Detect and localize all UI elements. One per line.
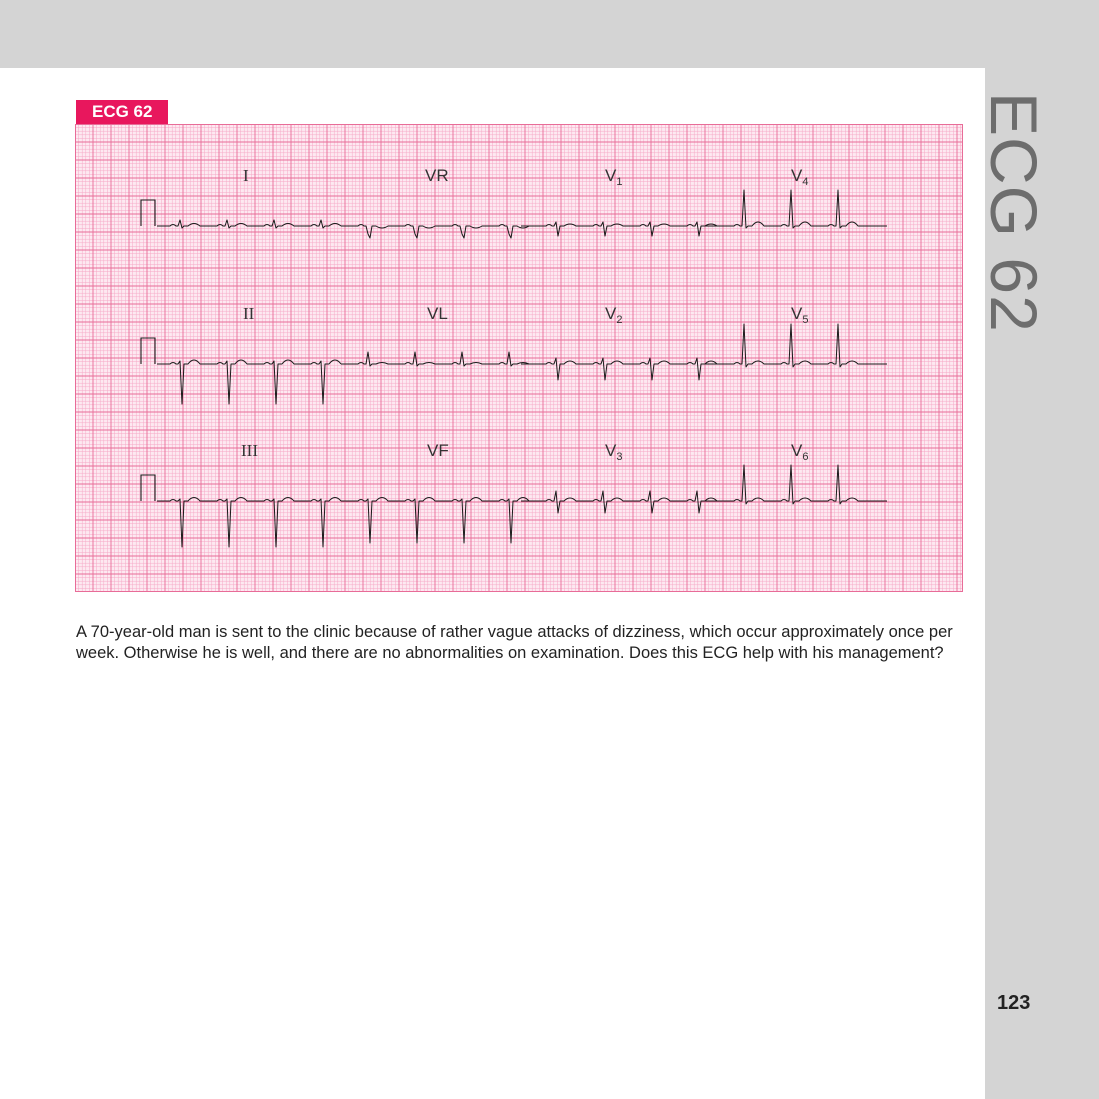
lead-label-v4: $V_4$ [791, 166, 809, 188]
ecg-strip [75, 124, 963, 592]
side-title-text: ECG 62 [977, 92, 1051, 333]
lead-label-vf: VF [427, 441, 449, 460]
lead-label-i: I [243, 166, 249, 185]
lead-label-v1: $V_1$ [605, 166, 623, 188]
question-text: A 70-year-old man is sent to the clinic because of rather vague attacks of dizziness, which occur approximately once per week. Otherwise he is well, and there are no abnormalities on examination. Does this ECG help with his management? [76, 623, 953, 662]
lead-label-v5: $V_5$ [791, 304, 809, 326]
lead-label-v2: $V_2$ [605, 304, 623, 326]
side-title [975, 92, 1055, 332]
ecg-figure [75, 124, 963, 592]
lead-label-v3: $V_3$ [605, 441, 623, 463]
lead-label-vr: VR [425, 166, 449, 185]
top-band [0, 0, 1099, 68]
lead-label-vl: VL [427, 304, 448, 323]
lead-label-ii: II [243, 304, 255, 323]
lead-label-iii: III [241, 441, 258, 460]
page-number: 123 [997, 992, 1031, 1014]
lead-label-v6: $V_6$ [791, 441, 809, 463]
ecg-figure-tag: ECG 62 [76, 100, 168, 124]
